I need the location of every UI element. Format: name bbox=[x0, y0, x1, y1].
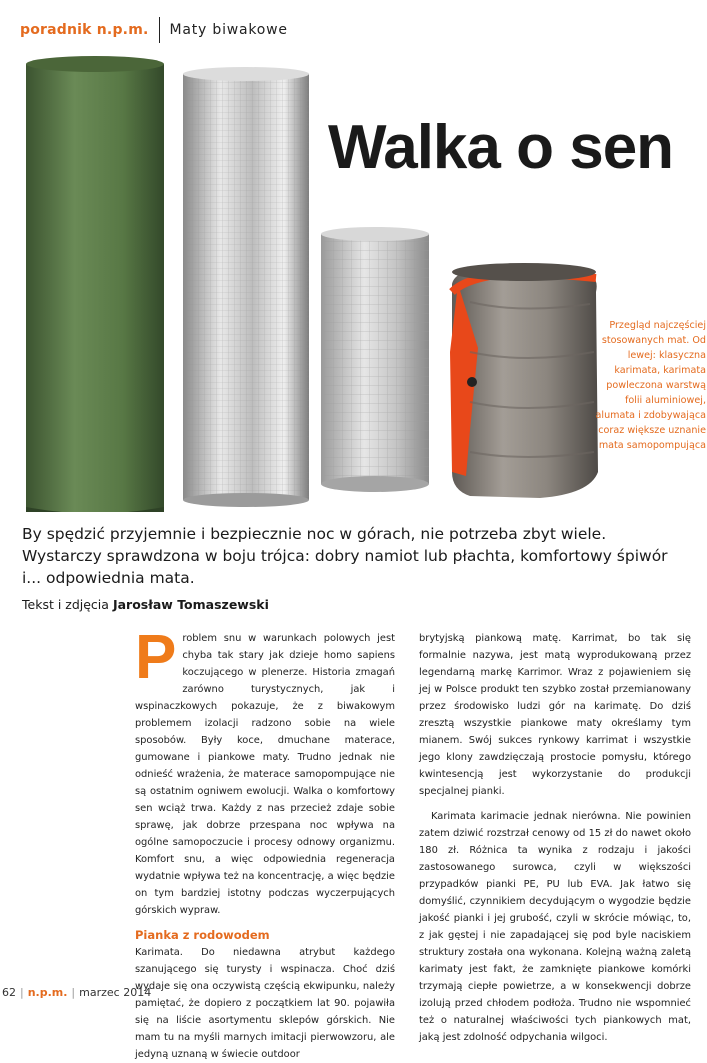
paragraph-intro-text: roblem snu w warunkach polowych jest chyba tak stary jak dzieje homo sapiens koczującego w plenerze. Historia zmagań zarówno turystycznych, jak i wspinaczkowych pokazuje, że z biwakowym problemem izolacji radzono sobie na wiele sposobów. Były koce, dmuchane materace, gumowane i piankowe maty. Trudno jednak nie odnieść wrażenia, że materace samopompujące nie są ostatnim ogniwem ewolucji. Walka o komfortowy sen wciąż trwa. Każdy z nas przecież zdaje sobie sprawę, jak dobrze przespana noc wpływa na ogólne samopoczucie i procesy odnowy organizmu. Komfort snu, a więc odpowiednia regeneracja wydatnie wpływa też na koncentrację, a więc będzie on tym bardziej istotny podczas wyczerpujących górskich wypraw. bbox=[135, 633, 395, 916]
article-lead: By spędzić przyjemnie i bezpiecznie noc w górach, nie potrzeba zbyt wiele. Wystarczy sprawdzona w boju trójca: dobry namiot lub płachta, komfortowy śpiwór i... odpowiednia mata. bbox=[22, 525, 668, 587]
section-header bbox=[20, 18, 288, 42]
paragraph-karrimat: brytyjską piankową matę. Karrimat, bo tak się formalnie nazywa, jest matą wyprodukowaną przez legendarną markę Karrimor. Wraz z pojawieniem się jej w Polsce produkt ten szybko został przemianowany przez środowisko ludzi gór na karimatę. Do dziś zresztą wszystkie piankowe maty określamy tym mianem. Swój sukces rynkowy karrimat i wszystkie jego klony zawdzięczają prostocie pomysłu, którego kwintesencją jest wykorzystanie do produkcji specjalnej pianki. bbox=[419, 633, 691, 797]
paragraph-price: Karimata karimacie jednak nierówna. Nie powinien zatem dziwić rozstrzał cenowy od 15 zł do nawet około 180 zł. Różnica ta wynika z rodzaju i jakości zastosowanego surowca, czyli w większości przypadków pianki PE, PU lub EVA. Jak łatwo się domyślić, czynnikiem decydującym o wygodzie będzie jakość pianki i jej grubość, czyli w skrócie mówiąc, to, z jak gęstej i nie zapadającej się pod byle naciskiem struktury została ona wykonana. Kolejną ważną zaletą karimaty jest fakt, że zamknięte piankowe komórki trzymają ciepłe powietrze, a w konsekwencji dobrze izolują przed chłodem podłoża. Trudno nie wspomnieć też o naturalnej właściwości tych piankowych mat, jaką jest zdolność odpychania wilgoci. bbox=[419, 811, 691, 1043]
article-column-right bbox=[419, 630, 691, 1046]
page-number: 62 bbox=[2, 986, 16, 999]
paragraph-karimata: Karimata. Do niedawna atrybut każdego szanującego się turysty i wspinacza. Choć dziś wydaje się ona oczywistą częścią ekwipunku, należy pamiętać, że dopiero z początkiem lat 90. pojawiła się na liście asortymentu sklepów górskich. Nie mam tu na myśli marnych imitacji pierwowzoru, ale jedyną uznaną w świecie outdoor bbox=[135, 947, 395, 1060]
article-column-left bbox=[135, 623, 395, 1063]
section-topic: Maty biwakowe bbox=[169, 22, 288, 38]
footer-brand: n.p.m. bbox=[27, 986, 68, 999]
footer-issue: marzec 2014 bbox=[79, 986, 152, 999]
section-name: poradnik n.p.m. bbox=[20, 22, 149, 38]
byline bbox=[22, 597, 269, 612]
byline-author: Jarosław Tomaszewski bbox=[112, 597, 269, 612]
alumat-roll bbox=[321, 227, 429, 492]
foil-mat-roll bbox=[183, 67, 309, 507]
byline-prefix: Tekst i zdjęcia bbox=[22, 597, 109, 612]
green-mat-roll bbox=[26, 56, 164, 512]
page-footer: 62 | n.p.m. | marzec 2014 bbox=[2, 986, 152, 999]
section-subhead: Pianka z rodowodem bbox=[135, 928, 270, 942]
paragraph-intro bbox=[135, 623, 395, 919]
article-title: Walka o sen bbox=[328, 113, 674, 182]
drop-cap: P bbox=[135, 623, 177, 692]
self-inflating-mat bbox=[450, 263, 598, 498]
photo-caption: Przegląd najczęściej stosowanych mat. Od lewej: klasyczna karimata, karimata powleczona warstwą folii aluminiowej, alumata i zdobywająca coraz większe uznanie mata samopompująca bbox=[595, 320, 706, 451]
header-divider bbox=[159, 17, 160, 43]
